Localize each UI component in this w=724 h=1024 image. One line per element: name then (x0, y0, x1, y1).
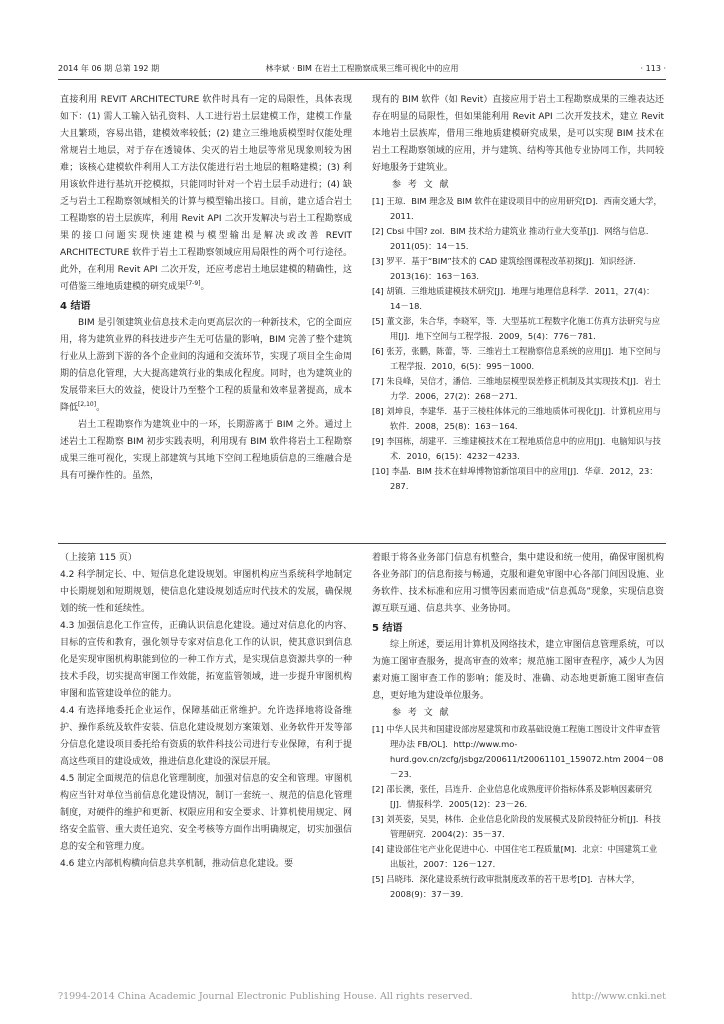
body-paragraph: 4.5 制定全面规范的信息化管理制度，加强对信息的安全和管理。审图机构应当针对单位当前信息化建设情况，制订一套统一、规范的信息化管理制度，对硬件的维护和更新、权限应用和安全要求、计算机使用规定、网络安全监管、重大责任追究、安全考核等方面作出明确规定，切实加强信息的安全和管理力度。 (60, 774, 352, 852)
reference-item: [1] 王琼．BIM 理念及 BIM 软件在建设项目中的应用研究[D]．西南交通大学，2011． (372, 196, 662, 221)
reference-item: [3] 罗平．基于“BIM”技术的 CAD 建筑绘图课程改革初探[J]．知识经济．2013(16)：163－163． (372, 256, 642, 281)
article-separator (58, 543, 666, 544)
article-running-title: 林李斌 · BIM 在岩土工程勘察成果三维可视化中的应用 (265, 64, 459, 73)
page-number: · 113 · (640, 64, 666, 73)
reference-item: [4] 建设部住宅产业化促进中心．中国住宅工程质量[M]．北京：中国建筑工业出版社，2007：126－127． (372, 844, 658, 869)
article1-right-column (372, 92, 664, 494)
body-paragraph: 4.6 建立内部机构横向信息共享机制，推动信息化建设。要 (60, 859, 294, 869)
reference-item: [4] 胡镇．三维地质建模技术研究[J]．地理与地理信息科学．2011，27(4)：14－18． (372, 286, 655, 311)
reference-item: [10] 李晶．BIM 技术在蚌埠博物馆新馆项目中的应用[J]．华章．2012，23：287． (372, 466, 658, 491)
reference-item: [6] 张芳，张鹏，陈蕾，等．三维岩土工程勘察信息系统的应用[J]．地下空间与工程学报．2010，6(5)：995－1000． (372, 346, 661, 371)
body-paragraph: 直接利用 REVIT ARCHITECTURE 软件时具有一定的局限性，具体表现如下：(1) 需人工输入钻孔资料、人工进行岩土层建模工作，建模工作量大且繁琐，容易出错，建模效率较低；(2) 建立三维地质模型时仅能处理常规岩土地层，对于存在透镜体、尖灭的岩土地层等常见现象则较为困难；该核心建模软件利用人工方法仅能进行岩土地层的粗略建模；(3) 利用该软件进行基坑开挖模拟，只能同时针对一个岩土层手动进行；(4) 缺乏与岩土工程勘察领域相关的计算与模型输出接口。目前，建立适合岩土工程勘察的岩土层族库，利用 Revit API 二次开发解决与岩土工程勘察成果的接口问题实现快速建模与模型输出是解决或改善 REVIT ARCHITECTURE 软件于岩土工程勘察领域应用局限性的两个可行途径。此外，在利用 Revit API 二次开发，还应考虑岩土地层建模的精确性，这可借鉴三维地质建模的研究成果[7-9]。 (60, 95, 352, 292)
reference-item: [5] 吕晓玮．深化建设系统行政审批制度改革的若干思考[D]．吉林大学，2008(9)：37－39． (372, 874, 640, 899)
reference-item: [1] 中华人民共和国建设部房屋建筑和市政基础设施工程施工图设计文件审查管理办法 FB/OL]．http://www.mo-hurd.gov.cn/zcfg/jsbgz/200611/t20061101_159072.htm 2004－08－23． (372, 724, 664, 779)
reference-item: [2] 邵长澳，张任，吕连升．企业信息化成熟度评价指标体系及影响因素研究[J]．情报科学．2005(12)：23－26． (372, 784, 652, 809)
references-heading: 参 考 文 献 (392, 180, 451, 190)
body-paragraph: 4.4 有选择地委托企业运作，保障基础正常维护。允许选择地将设备维护、操作系统及软件安装、信息化建设规划方案策划、业务软件开发等部分信息化建设项目委托给有资质的软件科技公司进行专业保障，有利于提高这些项目的建设成效，推进信息化建设的深层开展。 (60, 706, 352, 767)
reference-item: [7] 朱良峰，吴信才，潘信．三维地层模型误差修正机制及其实现技术[J]．岩土力学．2006，27(2)：268－271． (372, 376, 661, 401)
journal-issue: 2014 年 06 期 总第 192 期 (58, 64, 160, 73)
article2-right-column (372, 550, 664, 902)
reference-item: [3] 刘英姿，吴昊，林伟．企业信息化阶段的发展模式及阶段特征分析[J]．科技管理研究．2004(2)：35－37． (372, 814, 661, 839)
footer-url: http://www.cnki.net (571, 991, 666, 1002)
body-paragraph: 4.3 加强信息化工作宣传，正确认识信息化建设。通过对信息化的内容、目标的宣传和教育，强化领导专家对信息化工作的认识，使其意识到信息化是实现审图机构职能到位的一种工作方式，是实现信息资源共享的一种技术手段，切实提高审图工作效能，拓宽监管领域，进一步提升审图机构审图和监管建设单位的能力。 (60, 621, 352, 699)
body-paragraph: 着眼于将各业务部门信息有机整合，集中建设和统一使用，确保审图机构各业务部门的信息衔接与畅通，克服和避免审图中心各部门间因设施、业务软件、技术标准和应用习惯等因素而造成“信息孤岛”现象，实现信息资源互联互通、信息共享、业务协同。 (372, 553, 664, 614)
body-paragraph: 岩土工程勘察作为建筑业中的一环，长期游离于 BIM 之外。通过上述岩土工程勘察 BIM 初步实践表明，利用现有 BIM 软件将岩土工程勘察成果三维可视化，实现上部建筑与其地下空间工程地质信息的三维融合是具有可操作性的。虽然， (60, 420, 352, 481)
reference-item: [5] 董文澎，朱合华，李晓军，等．大型基坑工程数字化施工仿真方法研究与应用[J]．地下空间与工程学报．2009，5(4)：776－781． (372, 316, 661, 341)
body-paragraph: 4.2 科学制定长、中、短信息化建设规划。审图机构应当系统科学地制定中长期规划和短期规划，使信息化建设规划适应时代技术的发展，确保规划的统一性和延续性。 (60, 570, 352, 614)
body-paragraph: 现有的 BIM 软件（如 Revit）直接应用于岩土工程勘察成果的三维表达还存在明显的局限性，但如果能利用 Revit API 二次开发技术，建立 Revit 本地岩土层族库，借用三维地质建模研究成果，是可以实现 BIM 技术在岩土工程勘察领域的应用，并与建筑、结构等其他专业协同工作，共同较好地服务于建筑业。 (372, 95, 664, 173)
continued-note: （上接第 115 页） (60, 553, 137, 563)
body-paragraph: BIM 是引领建筑业信息技术走向更高层次的一种新技术，它的全面应用，将为建筑业界的科技进步产生无可估量的影响，BIM 完善了整个建筑行业从上游到下游的各个企业间的沟通和交流环节，实现了项目全生命周期的信息化管理，大大提高建筑行业的集成化程度。同时，也为建筑业的发展带来巨大的效益，使设计乃至整个工程的质量和效率显著提高，成本降低[2,10]。 (60, 318, 352, 413)
body-paragraph: 综上所述，要运用计算机及网络技术，建立审图信息管理系统，可以为施工图审查服务，提高审查的效率；规范施工图审查程序，减少人为因素对施工图审查工作的影响；能及时、准确、动态地更新施工图审查信息，更好地为建设单位服务。 (372, 640, 664, 701)
copyright-footer (58, 990, 666, 1004)
header-rule (58, 79, 666, 80)
copyright-notice: ?1994-2014 China Academic Journal Electronic Publishing House. All rights reserved. (58, 991, 473, 1002)
reference-list (372, 722, 664, 902)
reference-item: [9] 李国栋，胡建平．三维建模技术在工程地质信息中的应用[J]．电脑知识与技术．2010，6(15)：4232－4233． (372, 436, 661, 461)
reference-list (372, 194, 664, 494)
section-heading-conclusion: 5 结语 (372, 623, 403, 634)
article1-left-column (60, 92, 352, 485)
article2-left-column (60, 550, 352, 873)
reference-item: [2] Cbsi 中国? zol．BIM 技术给力建筑业 推动行业大变革[J]．网络与信息．2011(05)：14－15． (372, 226, 655, 251)
references-heading: 参 考 文 献 (392, 708, 451, 718)
reference-item: [8] 刘坤良，李建华．基于三棱柱体体元的三维地质体可视化[J]．计算机应用与软件．2008，25(8)：163－164． (372, 406, 661, 431)
section-heading-conclusion: 4 结语 (60, 301, 91, 312)
running-header (58, 61, 666, 77)
